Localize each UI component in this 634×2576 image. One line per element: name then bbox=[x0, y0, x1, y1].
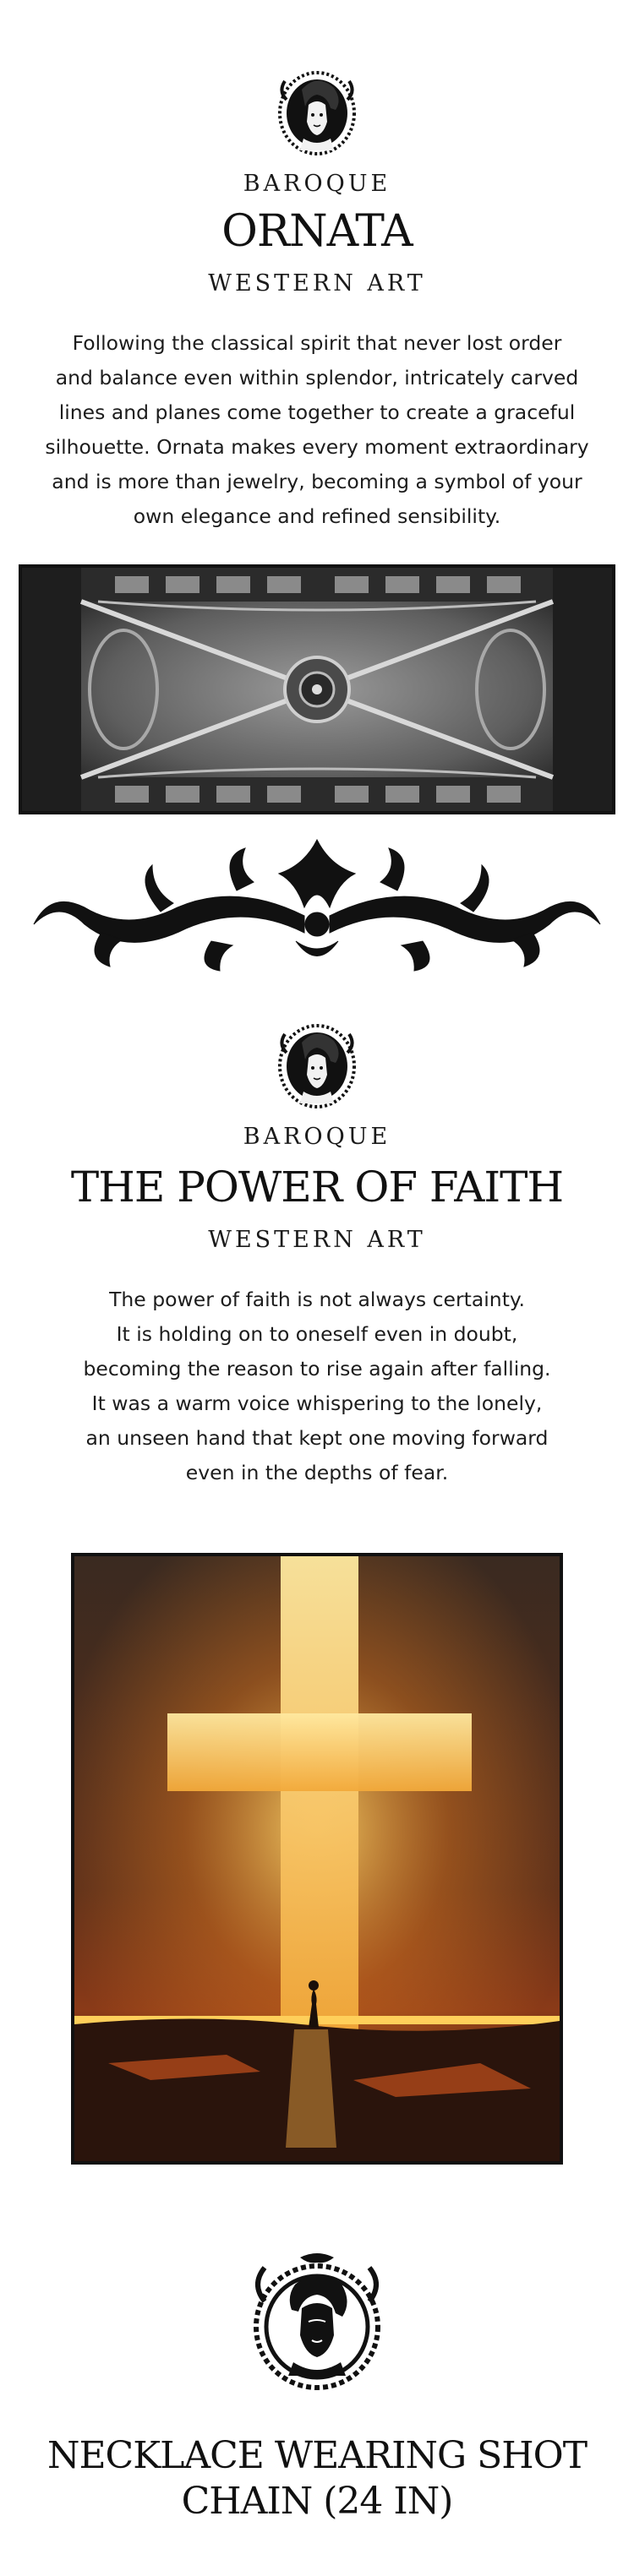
paragraph-line: It is holding on to oneself even in doubt, bbox=[116, 1322, 518, 1346]
section1-paragraph bbox=[0, 326, 634, 534]
paragraph-line: and is more than jewelry, becoming a symbol of your bbox=[52, 470, 582, 493]
medallion-icon-top bbox=[275, 66, 359, 157]
baroque-ceiling-image bbox=[19, 564, 615, 814]
section1-title: ORNATA bbox=[221, 206, 413, 257]
section2-paragraph bbox=[0, 1283, 634, 1490]
section2-subtitle: WESTERN ART bbox=[208, 1227, 426, 1253]
paragraph-line: an unseen hand that kept one moving forward bbox=[85, 1426, 549, 1450]
paragraph-line: own elegance and refined sensibility. bbox=[133, 504, 501, 528]
paragraph-line: Following the classical spirit that never lost order bbox=[72, 331, 562, 355]
paragraph-line: lines and planes come together to create a graceful bbox=[58, 400, 576, 424]
section2-title: THE POWER OF FAITH bbox=[70, 1163, 564, 1212]
paragraph-line: It was a warm voice whispering to the lonely, bbox=[91, 1391, 543, 1415]
baroque-scroll-ornament bbox=[25, 831, 609, 977]
paragraph-line: The power of faith is not always certainty. bbox=[109, 1288, 525, 1311]
section3-title bbox=[0, 2433, 634, 2524]
section3-title-line: CHAIN (24 IN) bbox=[181, 2480, 453, 2523]
paragraph-line: silhouette. Ornata makes every moment extraordinary bbox=[45, 435, 589, 459]
paragraph-line: and balance even within splendor, intricately carved bbox=[55, 366, 579, 389]
medallion-icon-large bbox=[248, 2251, 386, 2399]
paragraph-line: even in the depths of fear. bbox=[185, 1461, 449, 1484]
section2-kicker: BAROQUE bbox=[243, 1124, 391, 1150]
glowing-cross-painting bbox=[71, 1553, 563, 2165]
section3-title-line: NECKLACE WEARING SHOT bbox=[46, 2434, 588, 2477]
section1-subtitle: WESTERN ART bbox=[208, 270, 426, 297]
section1-kicker: BAROQUE bbox=[243, 171, 391, 197]
paragraph-line: becoming the reason to rise again after falling. bbox=[83, 1357, 551, 1381]
medallion-icon-middle bbox=[275, 1019, 359, 1110]
